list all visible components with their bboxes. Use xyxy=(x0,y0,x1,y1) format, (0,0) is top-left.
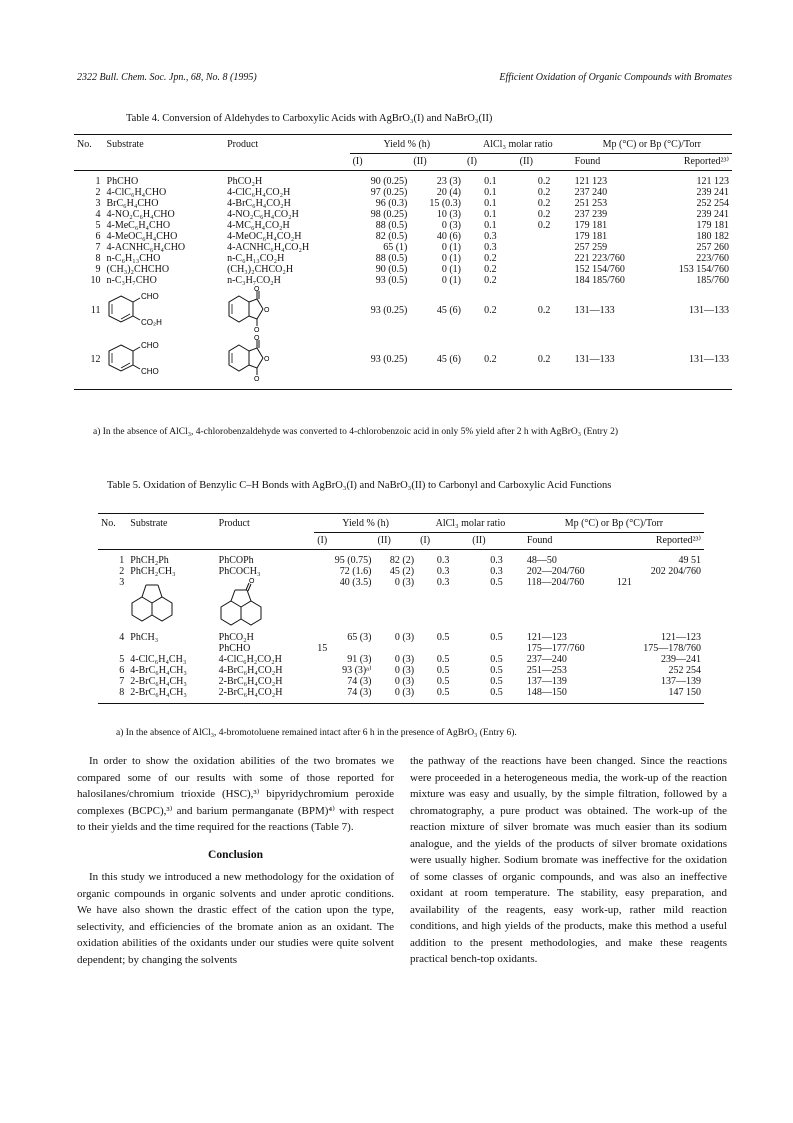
table-cell: 0 (1) xyxy=(441,242,461,253)
table-cell: 72 (1.6) xyxy=(339,566,372,577)
table-cell: 0 (3) xyxy=(394,654,415,665)
product: 2-BrC₆H₄CO₂H xyxy=(216,687,315,704)
table-cell: 137—139 xyxy=(661,676,701,687)
section-heading-conclusion: Conclusion xyxy=(208,848,263,861)
table-cell: 131—133 xyxy=(689,305,729,316)
table-row-continued xyxy=(98,643,704,654)
substrate-structure-cell xyxy=(104,335,225,390)
table-cell: 0.2 xyxy=(537,305,551,316)
col-found: Found xyxy=(524,533,614,550)
table-cell: 0.5 xyxy=(436,665,450,676)
col-reported: Reported²³⁾ xyxy=(652,154,732,171)
table5-caption: Table 5. Oxidation of Benzylic C–H Bonds with AgBrO₃(I) and NaBrO₃(II) to Carbonyl and Carboxylic Acid Functions xyxy=(107,480,612,491)
col-product: Product xyxy=(224,135,350,154)
structure-acenaphthene xyxy=(130,577,176,625)
table-row xyxy=(98,566,704,577)
col-alcl3: AlCl₃ molar ratio xyxy=(464,135,572,154)
table-cell: 0.3 xyxy=(436,555,450,566)
table-cell: 152 154/760 xyxy=(574,264,625,275)
table-cell: 40 (6) xyxy=(436,231,461,242)
table5-footnote: a) In the absence of AlCl₃, 4-bromotoluene remained intact after 6 h in the presence of AgBrO₃ (Entry 6). xyxy=(116,728,517,738)
row-number: 3 xyxy=(95,198,101,209)
svg-text:CHO: CHO xyxy=(140,367,159,376)
table-cell: 23 (3) xyxy=(436,176,461,187)
row-number: 2 xyxy=(95,187,101,198)
substrate: BrC₆H₄CHO xyxy=(106,198,159,209)
table-row xyxy=(74,242,732,253)
substrate: PhCHO xyxy=(106,176,139,187)
product: 4-ClC₆H₄CO₂H xyxy=(227,187,291,198)
table-cell: 0.1 xyxy=(484,187,497,198)
col-yield-ii: (II) xyxy=(410,154,464,171)
row-number: 11 xyxy=(90,305,101,316)
col-no: No. xyxy=(74,135,104,154)
svg-text:O: O xyxy=(254,376,260,381)
table-row xyxy=(74,220,732,231)
table-cell: 95 (0.75) xyxy=(334,555,372,566)
table-cell: 257 259 xyxy=(574,242,608,253)
col-yield: Yield % (h) xyxy=(350,135,464,154)
table-cell: 0 (3) xyxy=(394,632,415,643)
substrate: 4-MeC₆H₄CHO xyxy=(106,220,171,231)
table-row xyxy=(74,187,732,198)
table-cell: 0 (3) xyxy=(394,676,415,687)
table-row xyxy=(74,253,732,264)
table-row xyxy=(74,209,732,220)
table-cell: 0.3 xyxy=(484,231,497,242)
table-cell: 88 (0.5) xyxy=(375,253,408,264)
table-cell: 0.1 xyxy=(484,198,497,209)
product: n-C₆H₁₃CO₂H xyxy=(227,253,285,264)
table-cell: 121—123 xyxy=(661,632,701,643)
product: n-C₃H₇CO₂H xyxy=(227,275,281,286)
col-yield-i: (I) xyxy=(314,533,374,550)
table-cell: 90 (0.25) xyxy=(370,176,408,187)
table-cell: 48—50 xyxy=(526,555,557,566)
table-cell: 237—240 xyxy=(526,654,567,665)
table-cell: 0 (3) xyxy=(374,687,417,704)
row-number: 12 xyxy=(74,335,104,390)
table-cell: 0.3 xyxy=(490,566,503,577)
table-cell: 0 (3) xyxy=(394,665,415,676)
svg-text:O: O xyxy=(254,286,260,293)
row-number: 9 xyxy=(95,264,101,275)
table-row xyxy=(98,632,704,643)
table-row xyxy=(98,577,704,632)
table-cell: 0.2 xyxy=(484,264,497,275)
table4 xyxy=(74,134,732,390)
row-number: 6 xyxy=(95,231,101,242)
table-cell: 15 (0.3) xyxy=(429,198,461,209)
substrate: 2-BrC₆H₄CH₃ xyxy=(130,676,187,687)
table-cell: 0.5 xyxy=(490,676,503,687)
product: (CH₃)₂CHCO₂H xyxy=(227,264,294,275)
table-cell: 49 51 xyxy=(678,555,701,566)
table-cell: 121 xyxy=(616,577,632,588)
col-yield: Yield % (h) xyxy=(314,514,417,533)
table-cell: 90 (0.5) xyxy=(375,264,408,275)
product: PhCO₂H xyxy=(218,632,254,643)
table-cell: 40 (3.5) xyxy=(339,577,372,588)
table-cell: 184 185/760 xyxy=(574,275,625,286)
row-number: 8 xyxy=(95,253,101,264)
col-yield-ii: (II) xyxy=(374,533,417,550)
svg-text:O: O xyxy=(254,327,260,332)
svg-text:O: O xyxy=(254,335,260,342)
table4-footnote: a) In the absence of AlCl₃, 4-chlorobenzaldehyde was converted to 4-chlorobenzoic acid in only 5% yield after 2 h with AgBrO₃ (Entry 2) xyxy=(93,427,619,437)
table-cell: 45 (6) xyxy=(436,305,461,316)
svg-text:CHO: CHO xyxy=(140,292,159,301)
table-cell: 252 254 xyxy=(668,665,701,676)
table-cell: 0.5 xyxy=(436,676,450,687)
product: PhCOCH₃ xyxy=(218,566,261,577)
table-cell: 175—178/760 xyxy=(643,643,701,654)
table-cell: 82 (2) xyxy=(389,555,415,566)
substrate: 4-NO₂C₆H₄CHO xyxy=(106,209,175,220)
table-cell: 131—133 xyxy=(574,305,615,316)
col-yield-i: (I) xyxy=(350,154,411,171)
structure-phthalide xyxy=(227,335,273,381)
row-number: 2 xyxy=(119,566,125,577)
substrate: n-C₃H₇CHO xyxy=(106,275,157,286)
substrate: PhCH₂Ph xyxy=(130,555,169,566)
table-cell: 0.5 xyxy=(490,577,503,588)
table-cell: 93 (0.25) xyxy=(350,335,411,390)
col-alcl3: AlCl₃ molar ratio xyxy=(417,514,524,533)
substrate-structure-cell xyxy=(104,286,225,335)
table-cell: 121 123 xyxy=(574,176,608,187)
table-cell: 0.5 xyxy=(417,687,469,704)
table-cell: 0.2 xyxy=(537,176,551,187)
table-row xyxy=(74,275,732,286)
col-mp: Mp (°C) or Bp (°C)/Torr xyxy=(524,514,704,533)
structure-substrate xyxy=(107,288,165,330)
svg-text:O: O xyxy=(264,307,270,314)
col-ratio-ii: (II) xyxy=(517,154,572,171)
table-cell: 179 181 xyxy=(574,220,608,231)
table-cell: 91 (3) xyxy=(347,654,372,665)
body-paragraph: In this study we introduced a new methodology for the oxidation of organic compounds in organic solvents and under aprotic conditions. We have also shown the drastic effect of the cation upon the type, selectivity, and efficiencies of the bromate anion as an oxidant. The oxidation abilities of the oxidants under our studies were quite solvent dependent; by changing the solvents xyxy=(77,871,394,966)
table-cell: 93 (0.5) xyxy=(375,275,408,286)
svg-text:O: O xyxy=(248,578,255,585)
svg-text:CO₂H: CO₂H xyxy=(140,318,162,327)
table-cell: 257 260 xyxy=(696,242,729,253)
structure-substrate xyxy=(107,337,165,379)
table-cell: 237 240 xyxy=(574,187,608,198)
table-cell: 118—204/760 xyxy=(526,577,585,588)
row-number: 1 xyxy=(95,176,101,187)
product: 4-BrC₆H₄CO₂H xyxy=(227,198,291,209)
structure-acenaphthenone xyxy=(219,577,265,629)
table-cell: 65 (3) xyxy=(347,632,372,643)
table-cell: 45 (6) xyxy=(410,335,464,390)
table-cell: 223/760 xyxy=(696,253,729,264)
product: 4-BrC₆H₄CO₂H xyxy=(218,665,283,676)
product: PhCO₂H xyxy=(227,176,263,187)
table-cell: 0.2 xyxy=(537,187,551,198)
table-cell: 239—241 xyxy=(661,654,701,665)
row-number: 7 xyxy=(119,676,125,687)
col-ratio-i: (I) xyxy=(464,154,517,171)
table-cell xyxy=(517,264,572,275)
product: 2-BrC₆H₄CO₂H xyxy=(218,676,283,687)
table-cell: 0.2 xyxy=(484,305,497,316)
product-structure-cell xyxy=(216,577,315,632)
substrate: PhCH₂CH₃ xyxy=(130,566,176,577)
table-cell: 0.2 xyxy=(484,253,497,264)
table-cell: 0.5 xyxy=(436,632,450,643)
table-row xyxy=(98,654,704,665)
substrate: 4-MeOC₆H₄CHO xyxy=(106,231,178,242)
table-cell: 221 223/760 xyxy=(574,253,625,264)
col-mp: Mp (°C) or Bp (°C)/Torr xyxy=(572,135,732,154)
row-number: 6 xyxy=(119,665,125,676)
table-cell: 96 (0.3) xyxy=(375,198,408,209)
table-cell: 202 204/760 xyxy=(650,566,701,577)
table-cell: 0.2 xyxy=(517,335,572,390)
table-cell: 0 (1) xyxy=(441,264,461,275)
structure-phthalide xyxy=(227,286,273,332)
svg-text:O: O xyxy=(264,356,270,363)
col-substrate: Substrate xyxy=(104,135,225,154)
table-cell: 121—123 xyxy=(526,632,567,643)
table-row xyxy=(74,286,732,335)
row-number: 7 xyxy=(95,242,101,253)
product: 4-ACNHC₆H₄CO₂H xyxy=(227,242,310,253)
svg-text:CHO: CHO xyxy=(140,341,159,350)
table-cell: 0.5 xyxy=(490,654,503,665)
table-cell: 0.2 xyxy=(537,198,551,209)
table-cell: 0 (1) xyxy=(441,253,461,264)
table-cell: 251—253 xyxy=(526,665,567,676)
table-cell: 0 (3) xyxy=(394,577,415,588)
table-cell: 239 241 xyxy=(696,187,729,198)
table-cell: 237 239 xyxy=(574,209,608,220)
table-cell: 93 (0.25) xyxy=(370,305,408,316)
table-cell: 0.1 xyxy=(484,220,497,231)
table-cell: 252 254 xyxy=(696,198,729,209)
table-cell: 131—133 xyxy=(572,335,652,390)
product: 4-MeOC₆H₄CO₂H xyxy=(227,231,302,242)
table-cell: 0.1 xyxy=(484,209,497,220)
product-structure-cell xyxy=(224,335,350,390)
table-cell: 20 (4) xyxy=(436,187,461,198)
table-cell: 0 (1) xyxy=(441,275,461,286)
table-cell: 74 (3) xyxy=(314,687,374,704)
table-cell: 153 154/760 xyxy=(678,264,729,275)
table-cell: 0.5 xyxy=(490,632,503,643)
table-cell: 185/760 xyxy=(696,275,729,286)
table-row xyxy=(98,687,704,704)
col-reported: Reported²³⁾ xyxy=(614,533,704,550)
substrate: 4-ACNHC₆H₄CHO xyxy=(106,242,186,253)
row-number: 8 xyxy=(98,687,127,704)
substrate: (CH₃)₂CHCHO xyxy=(106,264,170,275)
table-row xyxy=(74,231,732,242)
row-number: 5 xyxy=(95,220,101,231)
table-cell: 121 123 xyxy=(696,176,729,187)
table-cell: 0.5 xyxy=(490,665,503,676)
table-cell: 179 181 xyxy=(696,220,729,231)
table-cell: 82 (0.5) xyxy=(375,231,408,242)
substrate: n-C₆H₁₃CHO xyxy=(106,253,161,264)
col-product: Product xyxy=(216,514,315,533)
table-cell: 0.5 xyxy=(436,654,450,665)
table-cell: 0.2 xyxy=(537,220,551,231)
table-cell: 180 182 xyxy=(696,231,729,242)
substrate: PhCH₃ xyxy=(130,632,159,643)
table-cell: 0.3 xyxy=(490,555,503,566)
col-ratio-i: (I) xyxy=(417,533,469,550)
substrate: 2-BrC₆H₄CH₃ xyxy=(127,687,215,704)
table-row xyxy=(74,335,732,390)
table-cell: 251 253 xyxy=(574,198,608,209)
table-cell xyxy=(517,231,572,242)
substrate: 4-ClC₆H₄CH₃ xyxy=(130,654,187,665)
table-cell: 98 (0.25) xyxy=(370,209,408,220)
product: 4-ClC₆H₂CO₂H xyxy=(218,654,282,665)
table-cell: 179 181 xyxy=(574,231,608,242)
table-cell xyxy=(517,242,572,253)
product: 4-MC₆H₄CO₂H xyxy=(227,220,290,231)
product-structure-cell xyxy=(224,286,350,335)
substrate: 4-BrC₆H₄CH₃ xyxy=(130,665,187,676)
table-cell: 0.2 xyxy=(537,209,551,220)
table-cell: 10 (3) xyxy=(436,209,461,220)
article-short-title: Efficient Oxidation of Organic Compounds with Bromates xyxy=(499,72,732,83)
row-number: 1 xyxy=(119,555,125,566)
table-cell: 148—150 xyxy=(524,687,614,704)
col-substrate: Substrate xyxy=(127,514,215,533)
body-column-left xyxy=(77,753,394,968)
table-cell: 0.1 xyxy=(484,176,497,187)
journal-citation: 2322 Bull. Chem. Soc. Jpn., 68, No. 8 (1995) xyxy=(77,72,257,83)
table-cell: 175—177/760 xyxy=(526,643,585,654)
table-cell: 0.3 xyxy=(436,566,450,577)
table-cell xyxy=(517,253,572,264)
table-cell: 0.3 xyxy=(484,242,497,253)
row-number: 4 xyxy=(95,209,101,220)
table4-caption: Table 4. Conversion of Aldehydes to Carboxylic Acids with AgBrO₃(I) and NaBrO₃(II) xyxy=(126,113,493,124)
table-row xyxy=(98,550,704,567)
table-cell: 0.3 xyxy=(436,577,450,588)
table-cell: 0 (3) xyxy=(441,220,461,231)
product: PhCHO xyxy=(218,643,251,654)
table-cell: 88 (0.5) xyxy=(375,220,408,231)
table5 xyxy=(98,513,704,704)
substrate-structure-cell xyxy=(127,577,215,632)
table-cell: 239 241 xyxy=(696,209,729,220)
table-cell: 65 (1) xyxy=(383,242,408,253)
col-no: No. xyxy=(98,514,127,533)
table-cell: 147 150 xyxy=(614,687,704,704)
table-cell: 0.2 xyxy=(484,275,497,286)
body-paragraph: the pathway of the reactions have been changed. Since the reactions were proceeded in a heterogeneous media, the work-up of the reaction mixture was easy and usually, by the simple filtration, followed by a chromatography, a pure product was obtained. The work-up of the reaction mixture of silver bromate was much easier than its sodium analogue, and the yields of the products of silver bromate oxidations were usually higher. Sodium bromate was ineffective for the oxidation of some classes of organic compounds, and was also an ineffective oxidant at room temperature. The stability, easy preparation, and availability of the reagents, easy work-up, rather mild reaction conditions, and high yields of the products, make this method a useful addition to the present methodologies, and make these reagents practical bench-top oxidants. xyxy=(410,755,727,965)
table-cell: 0.2 xyxy=(464,335,517,390)
row-number: 3 xyxy=(119,577,125,588)
table-cell: 93 (3)ᵃ⁾ xyxy=(342,665,372,676)
table-cell: 97 (0.25) xyxy=(370,187,408,198)
col-ratio-ii: (II) xyxy=(469,533,524,550)
table-row xyxy=(98,676,704,687)
body-column-right xyxy=(410,753,727,968)
row-number: 5 xyxy=(119,654,125,665)
table-cell: 137—139 xyxy=(526,676,567,687)
table-cell: 15 xyxy=(317,643,328,654)
table-cell: 131—133 xyxy=(652,335,732,390)
product: 4-NO₂C₆H₄CO₂H xyxy=(227,209,299,220)
table-cell: 202—204/760 xyxy=(526,566,585,577)
body-paragraph: In order to show the oxidation abilities of the two bromates we compared some of our results with some of those reported for halosilanes/chromium trioxide (HSC),³⁾ bipyridychromium peroxide complexes (BCPC),³⁾ and barium permanganate (BPM)⁴⁾ with respect to their yields and the time required for the reactions (Table 7). xyxy=(77,755,394,833)
table-row xyxy=(74,264,732,275)
col-found: Found xyxy=(572,154,652,171)
table-cell: 45 (2) xyxy=(389,566,415,577)
row-number: 10 xyxy=(90,275,101,286)
table-row xyxy=(74,198,732,209)
substrate: 4-ClC₆H₄CHO xyxy=(106,187,167,198)
table-row xyxy=(74,171,732,188)
table-cell: 74 (3) xyxy=(347,676,372,687)
table-cell: 0.5 xyxy=(469,687,524,704)
product: PhCOPh xyxy=(218,555,254,566)
table-row xyxy=(98,665,704,676)
table-cell xyxy=(517,275,572,286)
row-number: 4 xyxy=(119,632,125,643)
